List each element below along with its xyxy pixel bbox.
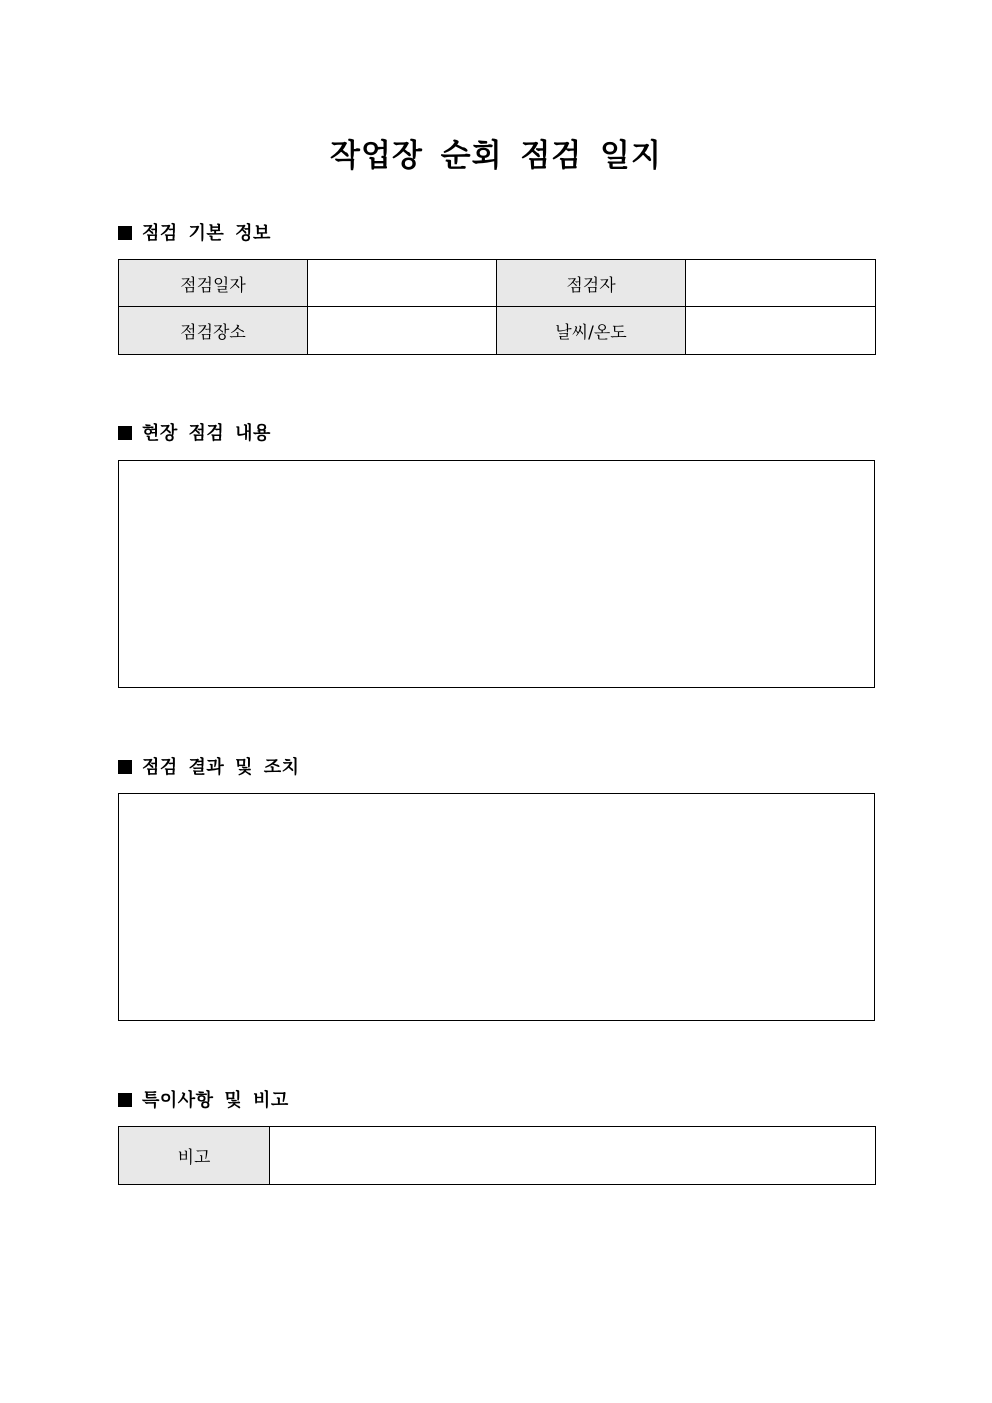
remarks-field[interactable]	[270, 1127, 876, 1185]
black-square-icon	[118, 1093, 132, 1107]
section-heading-basic-info-label: 점검 기본 정보	[142, 223, 271, 244]
section-heading-result-action-label: 점검 결과 및 조치	[142, 757, 300, 778]
inspection-place-label: 점검장소	[119, 307, 308, 355]
table-row	[119, 1127, 876, 1185]
page-title: 작업장 순회 점검 일지	[330, 138, 662, 174]
inspector-field[interactable]	[686, 260, 876, 307]
weather-temp-label: 날씨/온도	[497, 307, 686, 355]
inspection-date-field[interactable]	[308, 260, 497, 307]
section-heading-basic-info	[118, 222, 271, 246]
section-heading-remarks	[118, 1089, 289, 1113]
weather-temp-field[interactable]	[686, 307, 876, 355]
table-row	[119, 307, 876, 355]
black-square-icon	[118, 426, 132, 440]
section-heading-remarks-label: 특이사항 및 비고	[142, 1090, 289, 1111]
table-row	[119, 260, 876, 307]
black-square-icon	[118, 760, 132, 774]
inspection-date-label: 점검일자	[119, 260, 308, 307]
inspector-label: 점검자	[497, 260, 686, 307]
section-heading-site-inspection-label: 현장 점검 내용	[142, 423, 271, 444]
basic-info-table	[118, 259, 876, 355]
site-inspection-content-box[interactable]	[118, 460, 875, 688]
section-heading-result-action	[118, 756, 300, 780]
inspection-place-field[interactable]	[308, 307, 497, 355]
result-action-content-box[interactable]	[118, 793, 875, 1021]
black-square-icon	[118, 226, 132, 240]
remarks-table	[118, 1126, 876, 1185]
section-heading-site-inspection	[118, 422, 271, 446]
remarks-label: 비고	[119, 1127, 270, 1185]
